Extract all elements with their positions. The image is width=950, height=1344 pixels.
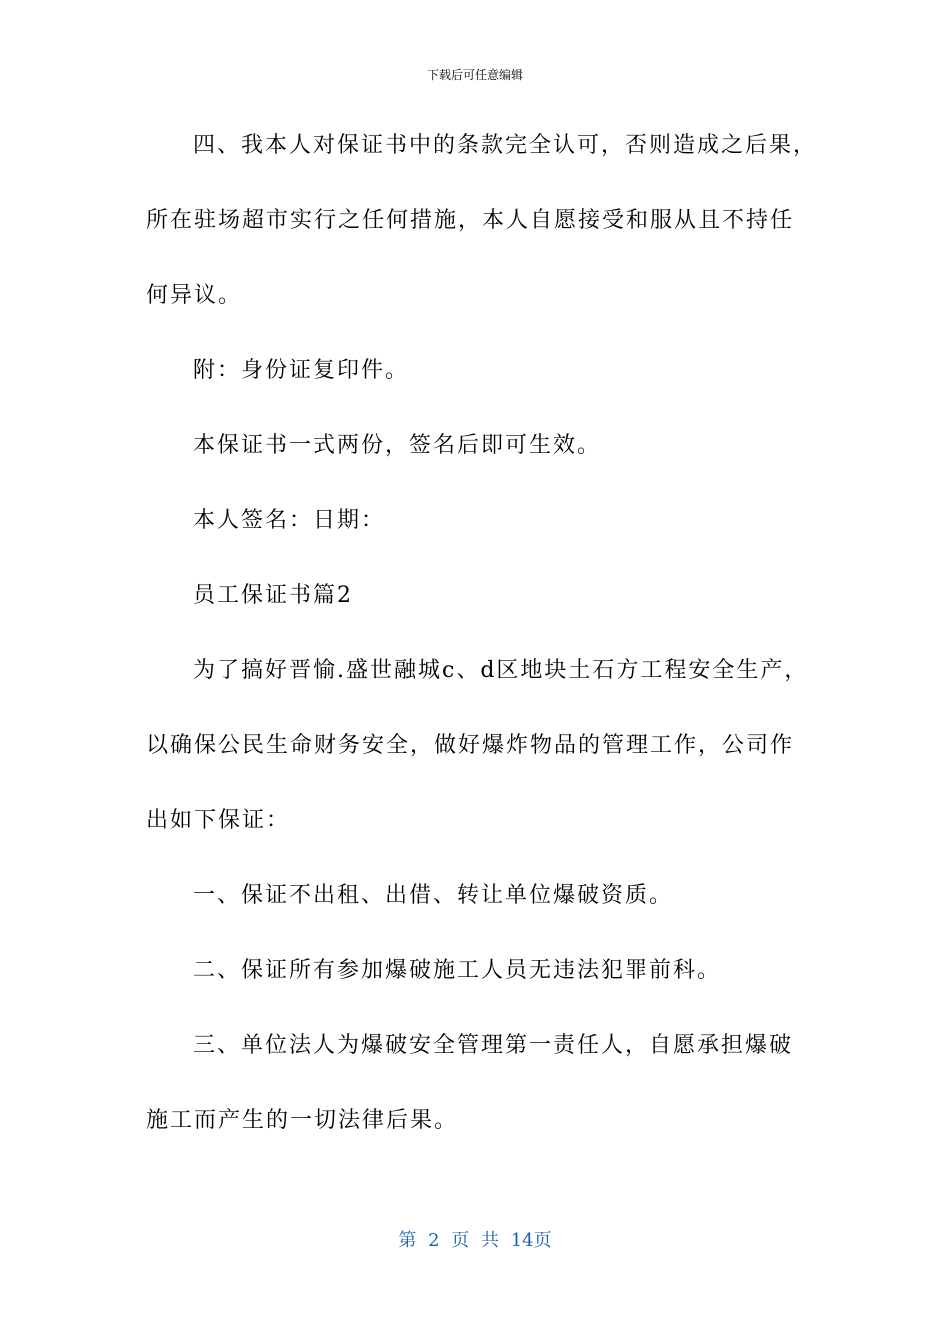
paragraph-line: 本保证书一式两份，签名后即可生效。 [193, 433, 602, 458]
paragraph-line: 出如下保证： [146, 808, 291, 833]
section-heading: 员工保证书篇2 [193, 583, 353, 608]
paragraph-line: 施工而产生的一切法律后果。 [146, 1108, 459, 1133]
paragraph-line: 为了搞好晋愉.盛世融城c、d区地块土石方工程安全生产， [193, 658, 809, 683]
paragraph-line: 附：身份证复印件。 [193, 358, 410, 383]
paragraph-line: 一、保证不出租、出借、转让单位爆破资质。 [193, 883, 674, 908]
paragraph-line: 以确保公民生命财务安全，做好爆炸物品的管理工作，公司作 [146, 733, 795, 758]
paragraph-line: 三、单位法人为爆破安全管理第一责任人，自愿承担爆破 [193, 1033, 794, 1058]
page-number: 第 2 页 共 14页 [398, 1230, 552, 1251]
paragraph-line: 所在驻场超市实行之任何措施，本人自愿接受和服从且不持任 [146, 208, 795, 233]
download-note: 下载后可任意编辑 [426, 68, 523, 82]
paragraph-line: 二、保证所有参加爆破施工人员无违法犯罪前科。 [193, 958, 722, 983]
paragraph-line: 四、我本人对保证书中的条款完全认可，否则造成之后果， [193, 133, 818, 158]
paragraph-line: 本人签名：日期： [193, 508, 386, 533]
document-body [146, 126, 818, 1176]
paragraph-line: 何异议。 [146, 283, 243, 308]
